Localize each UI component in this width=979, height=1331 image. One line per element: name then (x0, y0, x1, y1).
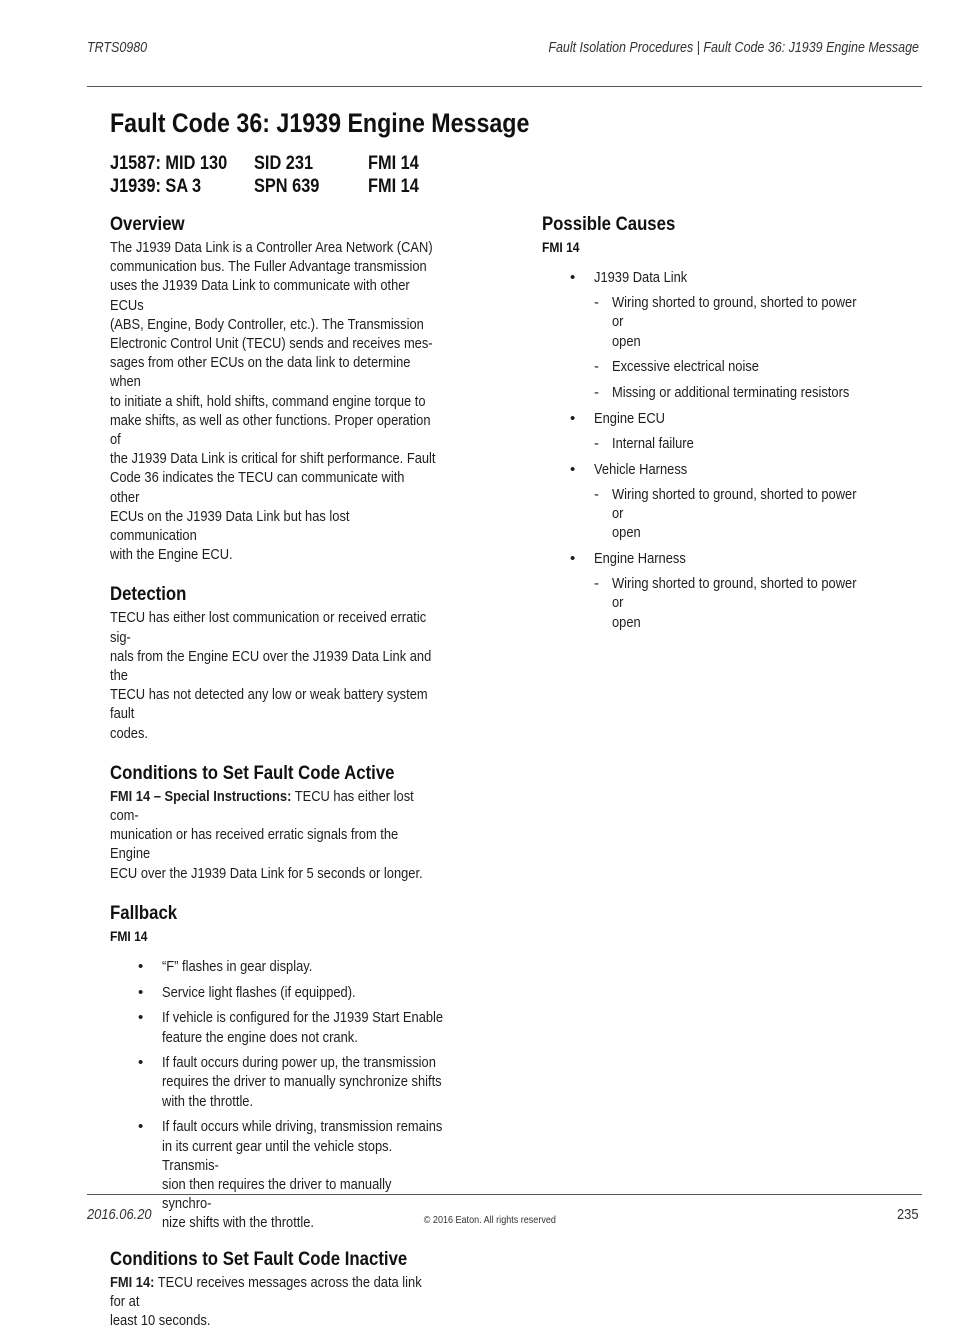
page-number: 235 (896, 1206, 919, 1223)
header-section: Fault Isolation Procedures | Fault Code 36: J1939 Engine Message (548, 40, 919, 56)
conditions-inactive-section (110, 1247, 490, 1331)
sub-list-item: - Wiring shorted to ground, shorted to power or open (594, 485, 857, 542)
list-item: • If vehicle is configured for the J1939 Start Enable feature the engine does not crank. (138, 1009, 444, 1046)
list-item: • “F” flashes in gear display. (138, 957, 313, 975)
list-item: • Vehicle Harness - Wiring shorted to ground, shorted to power or open (542, 460, 912, 543)
sub-list-item: - Wiring shorted to ground, shorted to power or open (594, 294, 857, 350)
sub-list-item: - Excessive electrical noise (594, 358, 759, 376)
list-item: • Engine Harness - Wiring shorted to ground, shorted to power or open (542, 549, 912, 632)
sub-list-item: - Missing or additional terminating resistors (594, 384, 850, 402)
code-j1939-fmi: FMI 14 (368, 176, 419, 197)
overview-text: The J1939 Data Link is a Controller Area Network (CAN) communication bus. The Fuller Advantage transmission uses the J1939 Data Link to communicate with other ECUs (ABS, Engine, Body Controller, etc.). The Transmission Electronic Control Unit (TECU) sends and receives mes- sages from other ECUs on the data link to determine when to initiate a shift, hold shifts, command engine torque to make shifts, as well as other functions. Proper operation of the J1939 Data Link is critical for shift performance. Fault Code 36 indicates the TECU can communicate with other ECUs on the J1939 Data Link but has lost communication with the Engine ECU. (110, 239, 436, 564)
left-column (110, 212, 490, 1331)
code-j1587-sid: SID 231 (254, 153, 314, 174)
conditions-inactive-heading: Conditions to Set Fault Code Inactive (110, 1248, 408, 1271)
sub-list (594, 485, 912, 543)
code-j1939-sa: J1939: SA 3 (110, 176, 202, 197)
conditions-active-section (110, 761, 490, 883)
detection-text: TECU has either lost communication or received erratic sig- nals from the Engine ECU over the J1939 Data Link and the TECU has not detected any low or weak battery system fault codes. (110, 609, 432, 742)
detection-section (110, 582, 490, 742)
footer-divider (87, 1194, 922, 1195)
sub-list (594, 574, 912, 632)
possible-causes-list (542, 268, 912, 632)
code-j1587-mid: J1587: MID 130 (110, 153, 228, 174)
possible-causes-heading: Possible Causes (542, 213, 676, 235)
list-item: • J1939 Data Link - Wiring shorted to ground, shorted to power or open - Excessive electrical noise - Missing or additional terminating resistors (542, 268, 912, 402)
overview-section (110, 212, 490, 564)
list-item: • Engine ECU - Internal failure (542, 409, 912, 453)
list-item: • If fault occurs during power up, the transmission requires the driver to manually synchronize shifts with the throttle. (138, 1054, 442, 1110)
conditions-inactive-lead: FMI 14: (110, 1274, 155, 1292)
sub-list-item: - Internal failure (594, 434, 694, 452)
fallback-list (110, 957, 490, 1233)
conditions-active-text (110, 787, 490, 883)
conditions-inactive-text (110, 1273, 490, 1331)
footer-date: 2016.06.20 (87, 1206, 152, 1223)
header-doc-id: TRTS0980 (87, 40, 148, 56)
sub-list (594, 434, 912, 453)
fallback-section (110, 901, 490, 1233)
list-item: • If fault occurs while driving, transmission remains in its current gear until the vehicle stops. Transmis- sion then requires the driver to manually synchro- nize shifts with the throttle. (138, 1118, 443, 1232)
conditions-active-heading: Conditions to Set Fault Code Active (110, 761, 395, 784)
code-j1587-fmi: FMI 14 (368, 153, 419, 174)
conditions-active-body: TECU has either lost com- munication or has received erratic signals from the Engine ECU over the J1939 Data Link for 5 seconds or longer. (110, 787, 423, 882)
detection-heading: Detection (110, 583, 187, 606)
overview-heading: Overview (110, 213, 185, 235)
code-j1939-spn: SPN 639 (254, 176, 320, 197)
possible-causes-fmi-label: FMI 14 (542, 239, 580, 255)
page-title: Fault Code 36: J1939 Engine Message (110, 108, 530, 138)
header-divider (87, 86, 922, 87)
sub-list-item: - Wiring shorted to ground, shorted to power or open (594, 575, 857, 631)
right-column (542, 212, 912, 638)
footer-copyright: © 2016 Eaton. All rights reserved (423, 1214, 556, 1226)
possible-causes-section (542, 212, 912, 632)
conditions-inactive-body: TECU receives messages across the data link for at least 10 seconds. (110, 1274, 422, 1330)
list-item: • Service light flashes (if equipped). (138, 983, 356, 1001)
fallback-heading: Fallback (110, 901, 178, 924)
conditions-active-lead: FMI 14 – Special Instructions: (110, 787, 292, 805)
sub-list (594, 293, 912, 402)
fallback-fmi-label: FMI 14 (110, 927, 148, 944)
